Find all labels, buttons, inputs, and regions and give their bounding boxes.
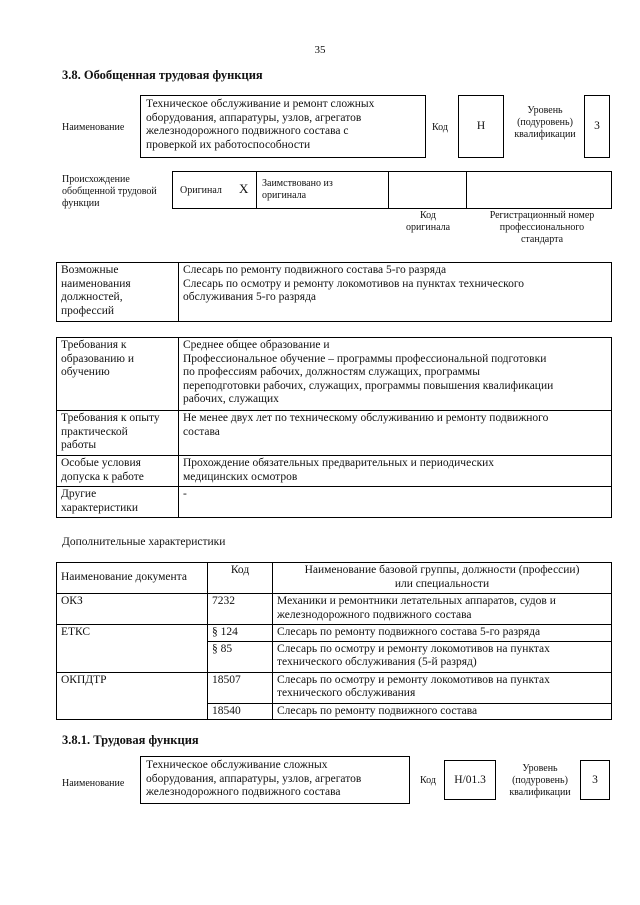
cell-line: технического обслуживания bbox=[277, 687, 416, 699]
cell-line: Наименование базовой группы, должности (профессии) bbox=[304, 564, 580, 576]
level-label-line: квалификации bbox=[514, 129, 576, 140]
function-name-line: оборудования, аппаратуры, узлов, агрегатов bbox=[146, 111, 362, 124]
cell-line: должностей, bbox=[61, 291, 123, 303]
borrowed-label-line: оригинала bbox=[262, 190, 307, 201]
cell-line: наименования bbox=[61, 277, 131, 290]
code-original-caption bbox=[396, 210, 460, 234]
cell-line: Слесарь по ремонту подвижного состава 5-го разряда bbox=[277, 626, 541, 638]
requirement-value-cell bbox=[179, 456, 612, 487]
cell-line: обслуживания 5-го разряда bbox=[183, 291, 317, 303]
cell-line: Профессиональное обучение – программы профессиональной подготовки bbox=[183, 352, 547, 365]
code-cell: 18540 bbox=[208, 703, 273, 720]
code-cell: § 85 bbox=[208, 641, 273, 672]
table-row bbox=[57, 625, 612, 642]
requirement-value-cell bbox=[179, 411, 612, 456]
divider bbox=[256, 171, 257, 208]
cell-line: состава bbox=[183, 425, 220, 438]
name-label: Наименование bbox=[62, 778, 125, 789]
additional-table bbox=[56, 562, 612, 720]
cell-line: Слесарь по осмотру и ремонту локомотивов на пунктах bbox=[277, 673, 550, 686]
name-label: Наименование bbox=[62, 122, 125, 133]
cell-line: Особые условия bbox=[61, 457, 141, 469]
cell-line: Прохождение обязательных предварительных и периодических bbox=[183, 457, 495, 469]
level-label bbox=[506, 105, 584, 141]
table-row bbox=[57, 411, 612, 456]
origin-label-line: обобщенной трудовой bbox=[62, 186, 157, 197]
divider bbox=[466, 171, 467, 208]
header-name bbox=[273, 563, 612, 594]
cell-line: Требования к bbox=[61, 339, 127, 351]
cell-line: обучению bbox=[61, 366, 110, 378]
function-name-line: оборудования, аппаратуры, узлов, агрегатов bbox=[146, 772, 362, 785]
level-value-box: 3 bbox=[584, 95, 610, 158]
cell-line: Слесарь по ремонту подвижного состава bbox=[277, 704, 478, 717]
divider bbox=[611, 171, 612, 208]
function-name-line: Техническое обслуживание сложных bbox=[146, 759, 328, 771]
doc-cell: ЕТКС bbox=[57, 625, 208, 673]
divider bbox=[388, 171, 389, 208]
table-row bbox=[57, 487, 612, 518]
table-row bbox=[57, 594, 612, 625]
code-cell: § 124 bbox=[208, 625, 273, 642]
borrowed-label bbox=[262, 178, 333, 202]
cell-line: Не менее двух лет по техническому обслуживанию и ремонту подвижного bbox=[183, 412, 549, 424]
cell-line: Слесарь по осмотру и ремонту локомотивов на пунктах технического bbox=[183, 277, 525, 290]
cell-line: допуска к работе bbox=[61, 470, 144, 483]
original-label: Оригинал bbox=[180, 185, 222, 196]
origin-label-line: функции bbox=[62, 198, 100, 209]
header-doc: Наименование документа bbox=[57, 563, 208, 594]
cell-line: или специальности bbox=[394, 577, 490, 590]
borrowed-label-line: Заимствовано из bbox=[262, 178, 333, 189]
cell-line: образованию и bbox=[61, 352, 134, 365]
table-row bbox=[57, 672, 612, 703]
name-cell bbox=[273, 703, 612, 720]
cell-line: Среднее общее образование и bbox=[183, 339, 330, 351]
function-name-box bbox=[140, 95, 426, 158]
origin-label bbox=[62, 174, 157, 210]
doc-cell: ОКЗ bbox=[57, 594, 208, 625]
positions-table bbox=[56, 262, 612, 322]
cell-line: практической bbox=[61, 425, 128, 438]
cell-line: медицинских осмотров bbox=[183, 470, 298, 483]
table-header-row bbox=[57, 563, 612, 594]
code-value-box: H/01.3 bbox=[444, 760, 496, 800]
code-cell: 7232 bbox=[208, 594, 273, 625]
origin-row bbox=[172, 171, 612, 209]
name-cell bbox=[273, 625, 612, 642]
cell-line: Механики и ремонтники летательных аппаратов, судов и bbox=[277, 595, 556, 607]
name-cell bbox=[273, 641, 612, 672]
requirement-label-cell bbox=[57, 487, 179, 518]
requirement-value-cell bbox=[179, 338, 612, 411]
requirement-label-cell bbox=[57, 411, 179, 456]
requirements-table bbox=[56, 337, 612, 518]
level-label-line: квалификации bbox=[509, 787, 571, 798]
name-cell bbox=[273, 594, 612, 625]
cell-line: технического обслуживания (5-й разряд) bbox=[277, 656, 477, 668]
positions-value-cell bbox=[179, 263, 612, 322]
caption-line: стандарта bbox=[520, 234, 564, 245]
level-label-line: (подуровень) bbox=[512, 775, 568, 786]
code-label: Код bbox=[420, 775, 436, 786]
cell-line: Слесарь по ремонту подвижного состава 5-го разряда bbox=[183, 264, 447, 276]
cell-line: Другие bbox=[61, 488, 97, 500]
code-label: Код bbox=[432, 122, 448, 133]
caption-line: Регистрационный номер bbox=[489, 210, 595, 221]
subsection-title: 3.8.1. Трудовая функция bbox=[62, 733, 199, 747]
requirement-label-cell bbox=[57, 456, 179, 487]
code-value-box: H bbox=[458, 95, 504, 158]
function-name-box bbox=[140, 756, 410, 804]
cell-line: Возможные bbox=[61, 264, 119, 276]
additional-title: Дополнительные характеристики bbox=[62, 536, 226, 548]
caption-line: оригинала bbox=[405, 222, 451, 233]
function-name-line: проверкой их работоспособности bbox=[146, 138, 311, 151]
reg-number-caption bbox=[474, 210, 610, 246]
cell-line: рабочих, служащих bbox=[183, 393, 279, 405]
cell-line: по профессиям рабочих, должностям служащих, программы bbox=[183, 366, 480, 378]
code-cell: 18507 bbox=[208, 672, 273, 703]
caption-line: профессионального bbox=[499, 222, 585, 233]
table-row bbox=[57, 338, 612, 411]
table-row bbox=[57, 456, 612, 487]
cell-line: переподготовки рабочих, служащих, программы повышения квалификации bbox=[183, 379, 554, 392]
cell-line: профессий bbox=[61, 304, 115, 317]
origin-label-line: Происхождение bbox=[62, 174, 130, 185]
caption-line: Код bbox=[420, 210, 436, 221]
divider bbox=[172, 171, 173, 208]
requirement-value-cell bbox=[179, 487, 612, 518]
doc-cell: ОКПДТР bbox=[57, 672, 208, 720]
level-label-line: (подуровень) bbox=[517, 117, 573, 128]
function-name-line: железнодорожного подвижного состава с bbox=[146, 125, 349, 137]
positions-label-cell bbox=[57, 263, 179, 322]
level-value-box: 3 bbox=[580, 760, 610, 800]
cell-line: - bbox=[183, 488, 187, 500]
header-code: Код bbox=[208, 563, 273, 594]
requirement-label-cell bbox=[57, 338, 179, 411]
level-label bbox=[502, 763, 578, 799]
cell-line: железнодорожного подвижного состава bbox=[277, 608, 472, 621]
cell-line: Требования к опыту bbox=[61, 412, 160, 424]
level-label-line: Уровень bbox=[527, 105, 563, 116]
table-row bbox=[57, 263, 612, 322]
name-cell bbox=[273, 672, 612, 703]
function-name-line: Техническое обслуживание и ремонт сложных bbox=[146, 98, 375, 110]
section-title: 3.8. Обобщенная трудовая функция bbox=[62, 68, 263, 82]
page-number: 35 bbox=[314, 44, 326, 56]
cell-line: характеристики bbox=[61, 501, 139, 514]
cell-line: Слесарь по осмотру и ремонту локомотивов на пунктах bbox=[277, 642, 550, 655]
original-mark: X bbox=[239, 181, 249, 196]
cell-line: работы bbox=[61, 439, 97, 451]
level-label-line: Уровень bbox=[522, 763, 558, 774]
function-name-line: железнодорожного подвижного состава bbox=[146, 786, 341, 798]
